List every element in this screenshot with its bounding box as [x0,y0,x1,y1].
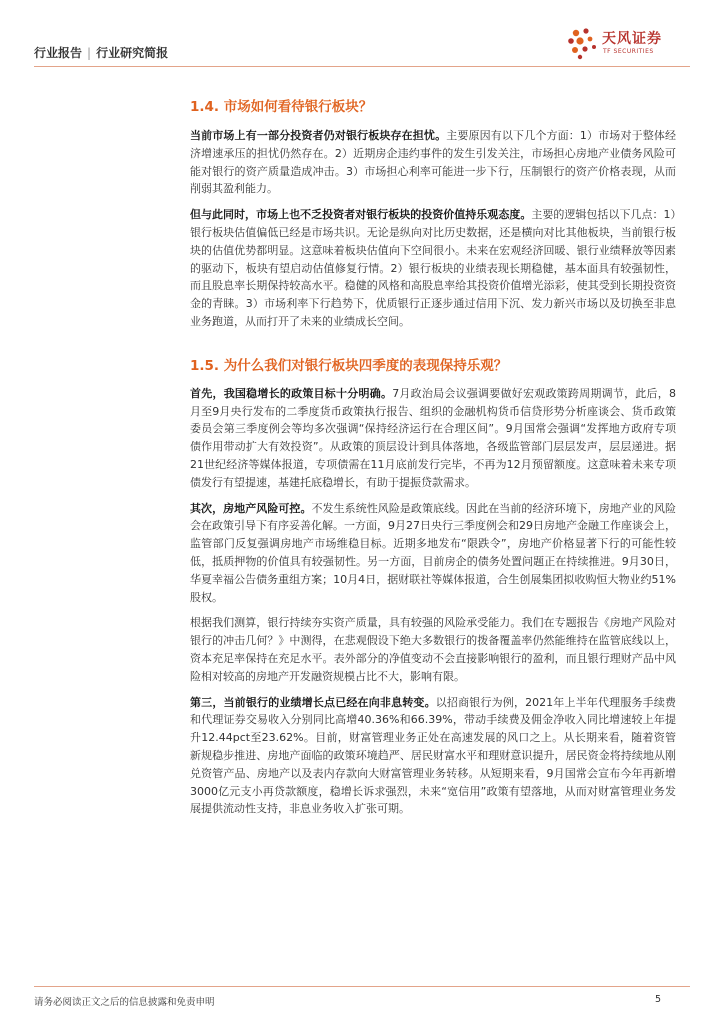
logo-name-en: TF SECURITIES [603,48,654,55]
section-title-1-4: 1.4. 市场如何看待银行板块？ [190,99,373,115]
page-header [0,0,724,80]
logo-name-cn: 天风证券 [602,31,662,47]
logo-mark-icon [566,26,600,60]
paragraph-lead: 但与此同时，市场上也不乏投资者对银行板块的投资价值持乐观态度。 [190,208,532,222]
paragraph [190,206,676,331]
category-separator: | [87,46,92,60]
paragraph-lead: 其次，房地产风险可控。 [190,501,312,515]
header-divider [34,66,690,67]
paragraph [190,385,676,492]
subcategory-label: 行业研究简报 [96,46,169,60]
paragraph [190,614,676,685]
footer-disclaimer: 请务必阅读正文之后的信息披露和免责申明 [34,997,215,1008]
paragraph [190,127,676,198]
report-category [34,44,168,61]
paragraph-text: 以招商银行为例，2021年上半年代理服务手续费和代理证券交易收入分别同比高增40.36%和66.39%，带动手续费及佣金净收入同比增速较上年提升12.44pct至23.62%。目前，财富管理业务正处在高速发展的风口之上。从长期来看，随着资管新规稳步推进、房地产面临的政策环境趋严、居民财富水平和理财意识提升，居民资金将持续地从刚兑资管产品、房地产以及表内存款向大财富管理业务转移。从短期来看，9月国常会宣布今年再新增3000亿元支小再贷款额度，稳增长诉求强烈，未来“宽信用”政策有望落地，从而对财富管理业务发展提供流动性支持，非息业务收入扩张可期。 [190,695,677,816]
paragraph [190,694,676,819]
section-title-1-5: 1.5. 为什么我们对银行板块四季度的表现保持乐观？ [190,357,508,374]
paragraph-lead: 首先，我国稳增长的政策目标十分明确。 [190,386,393,400]
paragraph-text: 主要的逻辑包括以下几点：1）银行板块估值偏低已经是市场共识。无论是纵向对比历史数据，还是横向对比其他板块，当前银行板块的估值优势都明显。这意味着板块估值向下空间很小。未来在宏观经济回暖、银行业绩释放等因素的驱动下，板块有望启动估值修复行情。2）银行板块的业绩表现长期稳健，基本面具有较强韧性，而且股息率长期保持较高水平。稳健的风格和高股息率给其投资价值增光添彩，使其受到长期投资资金的青睐。3）市场利率下行趋势下，优质银行正逐步通过信用下沉、发力新兴市场以及切换至非息业务跑道，从而打开了未来的业绩成长空间。 [190,208,677,328]
tf-securities-logo [566,26,696,66]
paragraph-text: 不发生系统性风险是政策底线。因此在当前的经济环境下，房地产业的风险会在政策引导下有序妥善化解。一方面，9月27日央行三季度例会和29日房地产金融工作座谈会上，监管部门反复强调房地产市场维稳目标。近期多地发布“限跌令”，房地产价格显著下行的可能性较低，抵质押物的价值具有较强韧性。另一方面，目前房企的债务处置问题正在持续推进。9月30日，华夏幸福公告债务重组方案；10月4日，据财联社等媒体报道，合生创展集团拟收购恒大物业约51%股权。 [190,501,677,604]
paragraph-lead: 第三，当前银行的业绩增长点已经在向非息转变。 [190,695,436,709]
paragraph [190,500,676,607]
report-body [190,95,676,818]
paragraph-lead: 当前市场上有一部分投资者仍对银行板块存在担忧。 [190,129,447,142]
footer-divider [34,986,690,987]
page-number: 5 [655,994,662,1005]
paragraph-text: 主要原因有以下几个方面：1）市场对于整体经济增速承压的担忧仍然存在。2）近期房企违约事件的发生引发关注，市场担心房地产业债务风险可能对银行的资产质量造成冲击。3）市场担心利率可能进一步下行，压制银行的资产价格表现，从而削弱其盈利能力。 [190,129,677,196]
category-label: 行业报告 [34,46,83,60]
paragraph-text: 7月政治局会议强调要做好宏观政策跨周期调节，此后，8月至9月央行发布的二季度货币政策执行报告、组织的金融机构货币信贷形势分析座谈会、货币政策委员会第三季度例会等均多次强调“保持经济运行在合理区间”。9月国常会强调“发挥地方政府专项债作用带动扩大有效投资”。从政策的顶层设计到具体落地，各级监管部门层层发声，层层递进。据21世纪经济等媒体报道，专项债需在11月底前发行完毕，不再为12月预留额度。这意味着未来专项债发行有望提速，基建托底稳增长，有助于提振贷款需求。 [190,386,676,489]
paragraph-text: 根据我们测算，银行持续夯实资产质量，具有较强的风险承受能力。我们在专题报告《房地产风险对银行的冲击几何？》中测得，在悲观假设下绝大多数银行的拨备覆盖率仍然能维持在监管底线以上，资本充足率保持在充足水平。表外部分的净值变动不会直接影响银行的盈利，而且银行理财产品中风险相对较高的房地产开发融资规模占比不大，影响有限。 [190,616,676,683]
